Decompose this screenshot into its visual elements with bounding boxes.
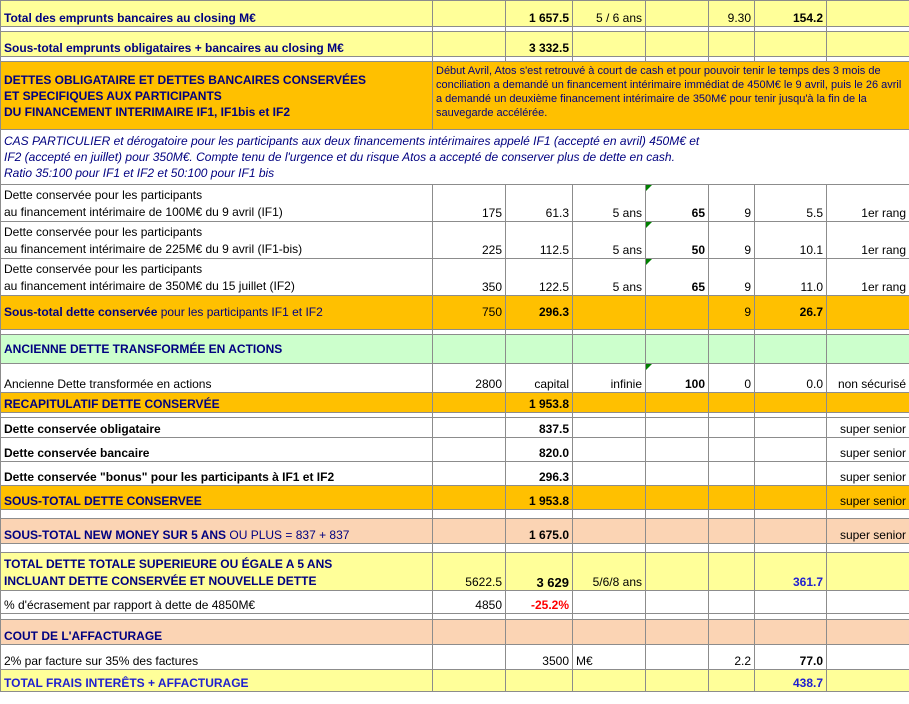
row-sous-total-emprunts[interactable] — [1, 32, 909, 57]
cell-interest[interactable]: 361.7 — [755, 553, 827, 591]
cell-amount[interactable]: 837.5 — [506, 418, 573, 438]
cell-label[interactable]: TOTAL FRAIS INTERÊTS + AFFACTURAGE — [1, 670, 433, 692]
cell-amount[interactable]: 296.3 — [506, 296, 573, 330]
row-affacturage-header[interactable] — [1, 620, 909, 645]
row-sous-total-conservee[interactable] — [1, 296, 909, 330]
cell-rank[interactable]: super senior — [827, 486, 909, 510]
cell-rate[interactable]: 9 — [709, 259, 755, 296]
cell-principal[interactable]: 350 — [433, 259, 506, 296]
row-dette-bancaire[interactable] — [1, 438, 909, 462]
cell-label[interactable]: Ancienne Dette transformée en actions — [1, 364, 433, 393]
row-total-emprunts[interactable] — [1, 1, 909, 27]
cell-interest[interactable]: 0.0 — [755, 364, 827, 393]
cell-ratio[interactable]: 65 — [646, 185, 709, 222]
cell-interest[interactable]: 77.0 — [755, 645, 827, 670]
cell-duration[interactable]: 5 ans — [573, 222, 646, 259]
cell-label[interactable]: SOUS-TOTAL NEW MONEY SUR 5 ANS OU PLUS = 837 + 837 — [1, 519, 433, 544]
cell-amount[interactable]: 61.3 — [506, 185, 573, 222]
cell-principal[interactable]: 2800 — [433, 364, 506, 393]
explanatory-note[interactable]: Début Avril, Atos s'est retrouvé à court de cash et pour pouvoir tenir le temps des 3 mois de conciliation a demandé un financement intérimaire immédiat de 450M€ le 9 avril, puis le 26 avril a demandé un deuxième financement intérimaire de 350M€ pour tenir jusqu'à la fin de la sauvegarde accélérée. — [433, 62, 909, 130]
cell-label[interactable]: Dette conservée bancaire — [1, 438, 433, 462]
cell-label[interactable]: Dette conservée obligataire — [1, 418, 433, 438]
cell-ratio[interactable]: 50 — [646, 222, 709, 259]
cell-interest[interactable]: 11.0 — [755, 259, 827, 296]
cell-rank[interactable]: 1er rang — [827, 259, 909, 296]
cell-label[interactable]: SOUS-TOTAL DETTE CONSERVEE — [1, 486, 433, 510]
cell-label[interactable]: Total des emprunts bancaires au closing M€ — [1, 1, 433, 27]
row-total-frais[interactable] — [1, 670, 909, 692]
cell-duration[interactable]: 5 ans — [573, 259, 646, 296]
row-ancienne-dette[interactable] — [1, 364, 909, 393]
section-heading[interactable]: COUT DE L'AFFACTURAGE — [1, 620, 433, 645]
cell-label[interactable]: 2% par facture sur 35% des factures — [1, 645, 433, 670]
cell-principal[interactable]: 4850 — [433, 591, 506, 614]
cell-amount[interactable]: 1 953.8 — [506, 486, 573, 510]
row-if1[interactable] — [1, 185, 909, 222]
cell-principal[interactable]: 175 — [433, 185, 506, 222]
cell-amount[interactable]: -25.2% — [506, 591, 573, 614]
cell-rank[interactable]: 1er rang — [827, 222, 909, 259]
cell-rate[interactable]: 9.30 — [709, 1, 755, 27]
section-heading[interactable]: RECAPITULATIF DETTE CONSERVÉE — [1, 393, 433, 413]
cell-interest[interactable]: 26.7 — [755, 296, 827, 330]
cell-amount[interactable]: 1 953.8 — [506, 393, 573, 413]
cell-ratio[interactable]: 100 — [646, 364, 709, 393]
cell-label[interactable]: Sous-total dette conservée pour les participants IF1 et IF2 — [1, 296, 433, 330]
cell-unit[interactable]: M€ — [573, 645, 646, 670]
row-ancienne-header[interactable] — [1, 335, 909, 364]
row-recap[interactable] — [1, 393, 909, 413]
special-case-note[interactable]: CAS PARTICULIER et dérogatoire pour les participants aux deux financements intérimaires appelé IF1 (accepté en avril) 450M€ et IF2 (accepté en juillet) pour 350M€. Compte tenu de l'urgence et du risque Atos a accepté de conserver plus de dette en cash. Ratio 35:100 pour IF1 et IF2 et 50:100 pour IF1 bis — [1, 130, 909, 185]
cell-rate[interactable]: 9 — [709, 185, 755, 222]
cell-principal[interactable]: 5622.5 — [433, 553, 506, 591]
cell-amount[interactable]: 3 629 — [506, 553, 573, 591]
row-dette-bonus[interactable] — [1, 462, 909, 486]
cell-label[interactable]: % d'écrasement par rapport à dette de 4850M€ — [1, 591, 433, 614]
cell-interest[interactable]: 10.1 — [755, 222, 827, 259]
row-dette-obligataire[interactable] — [1, 418, 909, 438]
cell-rank[interactable]: super senior — [827, 418, 909, 438]
cell-duration[interactable]: 5 / 6 ans — [573, 1, 646, 27]
cell-rank[interactable]: super senior — [827, 462, 909, 486]
cell-ratio[interactable]: 65 — [646, 259, 709, 296]
cell-interest[interactable]: 154.2 — [755, 1, 827, 27]
row-if1bis[interactable] — [1, 222, 909, 259]
cell-interest[interactable]: 438.7 — [755, 670, 827, 692]
cell-duration[interactable]: 5 ans — [573, 185, 646, 222]
cell-amount[interactable]: 122.5 — [506, 259, 573, 296]
row-cas-particulier[interactable] — [1, 130, 909, 185]
cell-label[interactable]: Dette conservée pour les participants au financement intérimaire de 100M€ du 9 avril (IF1) — [1, 185, 433, 222]
cell-rate[interactable]: 0 — [709, 364, 755, 393]
row-sous-total-dette-conservee[interactable] — [1, 486, 909, 510]
row-total-dette[interactable] — [1, 553, 909, 591]
cell-label[interactable]: Dette conservée "bonus" pour les participants à IF1 et IF2 — [1, 462, 433, 486]
cell-rank[interactable]: 1er rang — [827, 185, 909, 222]
cell-label[interactable]: Sous-total emprunts obligataires + bancaires au closing M€ — [1, 32, 433, 57]
cell-amount[interactable]: 3500 — [506, 645, 573, 670]
cell-rate[interactable]: 2.2 — [709, 645, 755, 670]
cell-rank[interactable]: super senior — [827, 438, 909, 462]
cell-principal[interactable]: 225 — [433, 222, 506, 259]
row-if2[interactable] — [1, 259, 909, 296]
row-ecrasement[interactable] — [1, 591, 909, 614]
row-dettes-header[interactable] — [1, 62, 909, 130]
row-affacturage[interactable] — [1, 645, 909, 670]
cell-amount[interactable]: 820.0 — [506, 438, 573, 462]
cell-amount[interactable]: 1 657.5 — [506, 1, 573, 27]
cell-amount[interactable]: 3 332.5 — [506, 32, 573, 57]
cell-amount[interactable]: capital — [506, 364, 573, 393]
cell-duration[interactable]: infinie — [573, 364, 646, 393]
cell-amount[interactable]: 112.5 — [506, 222, 573, 259]
cell-duration[interactable]: 5/6/8 ans — [573, 553, 646, 591]
cell-principal[interactable]: 750 — [433, 296, 506, 330]
cell-label[interactable]: TOTAL DETTE TOTALE SUPERIEURE OU ÉGALE A 5 ANS INCLUANT DETTE CONSERVÉE ET NOUVELLE DETTE — [1, 553, 433, 591]
cell-amount[interactable]: 1 675.0 — [506, 519, 573, 544]
cell-rate[interactable]: 9 — [709, 296, 755, 330]
cell-interest[interactable]: 5.5 — [755, 185, 827, 222]
cell-label[interactable]: Dette conservée pour les participants au financement intérimaire de 225M€ du 9 avril (IF1-bis) — [1, 222, 433, 259]
section-heading[interactable]: DETTES OBLIGATAIRE ET DETTES BANCAIRES CONSERVÉES ET SPECIFIQUES AUX PARTICIPANTS DU FINANCEMENT INTERIMAIRE IF1, IF1bis et IF2 — [1, 62, 433, 130]
cell-label[interactable]: Dette conservée pour les participants au financement intérimaire de 350M€ du 15 juillet (IF2) — [1, 259, 433, 296]
section-heading[interactable]: ANCIENNE DETTE TRANSFORMÉE EN ACTIONS — [1, 335, 433, 364]
cell-rank[interactable]: non sécurisé — [827, 364, 909, 393]
cell-amount[interactable]: 296.3 — [506, 462, 573, 486]
cell-rank[interactable]: super senior — [827, 519, 909, 544]
cell-rate[interactable]: 9 — [709, 222, 755, 259]
row-new-money[interactable] — [1, 519, 909, 544]
